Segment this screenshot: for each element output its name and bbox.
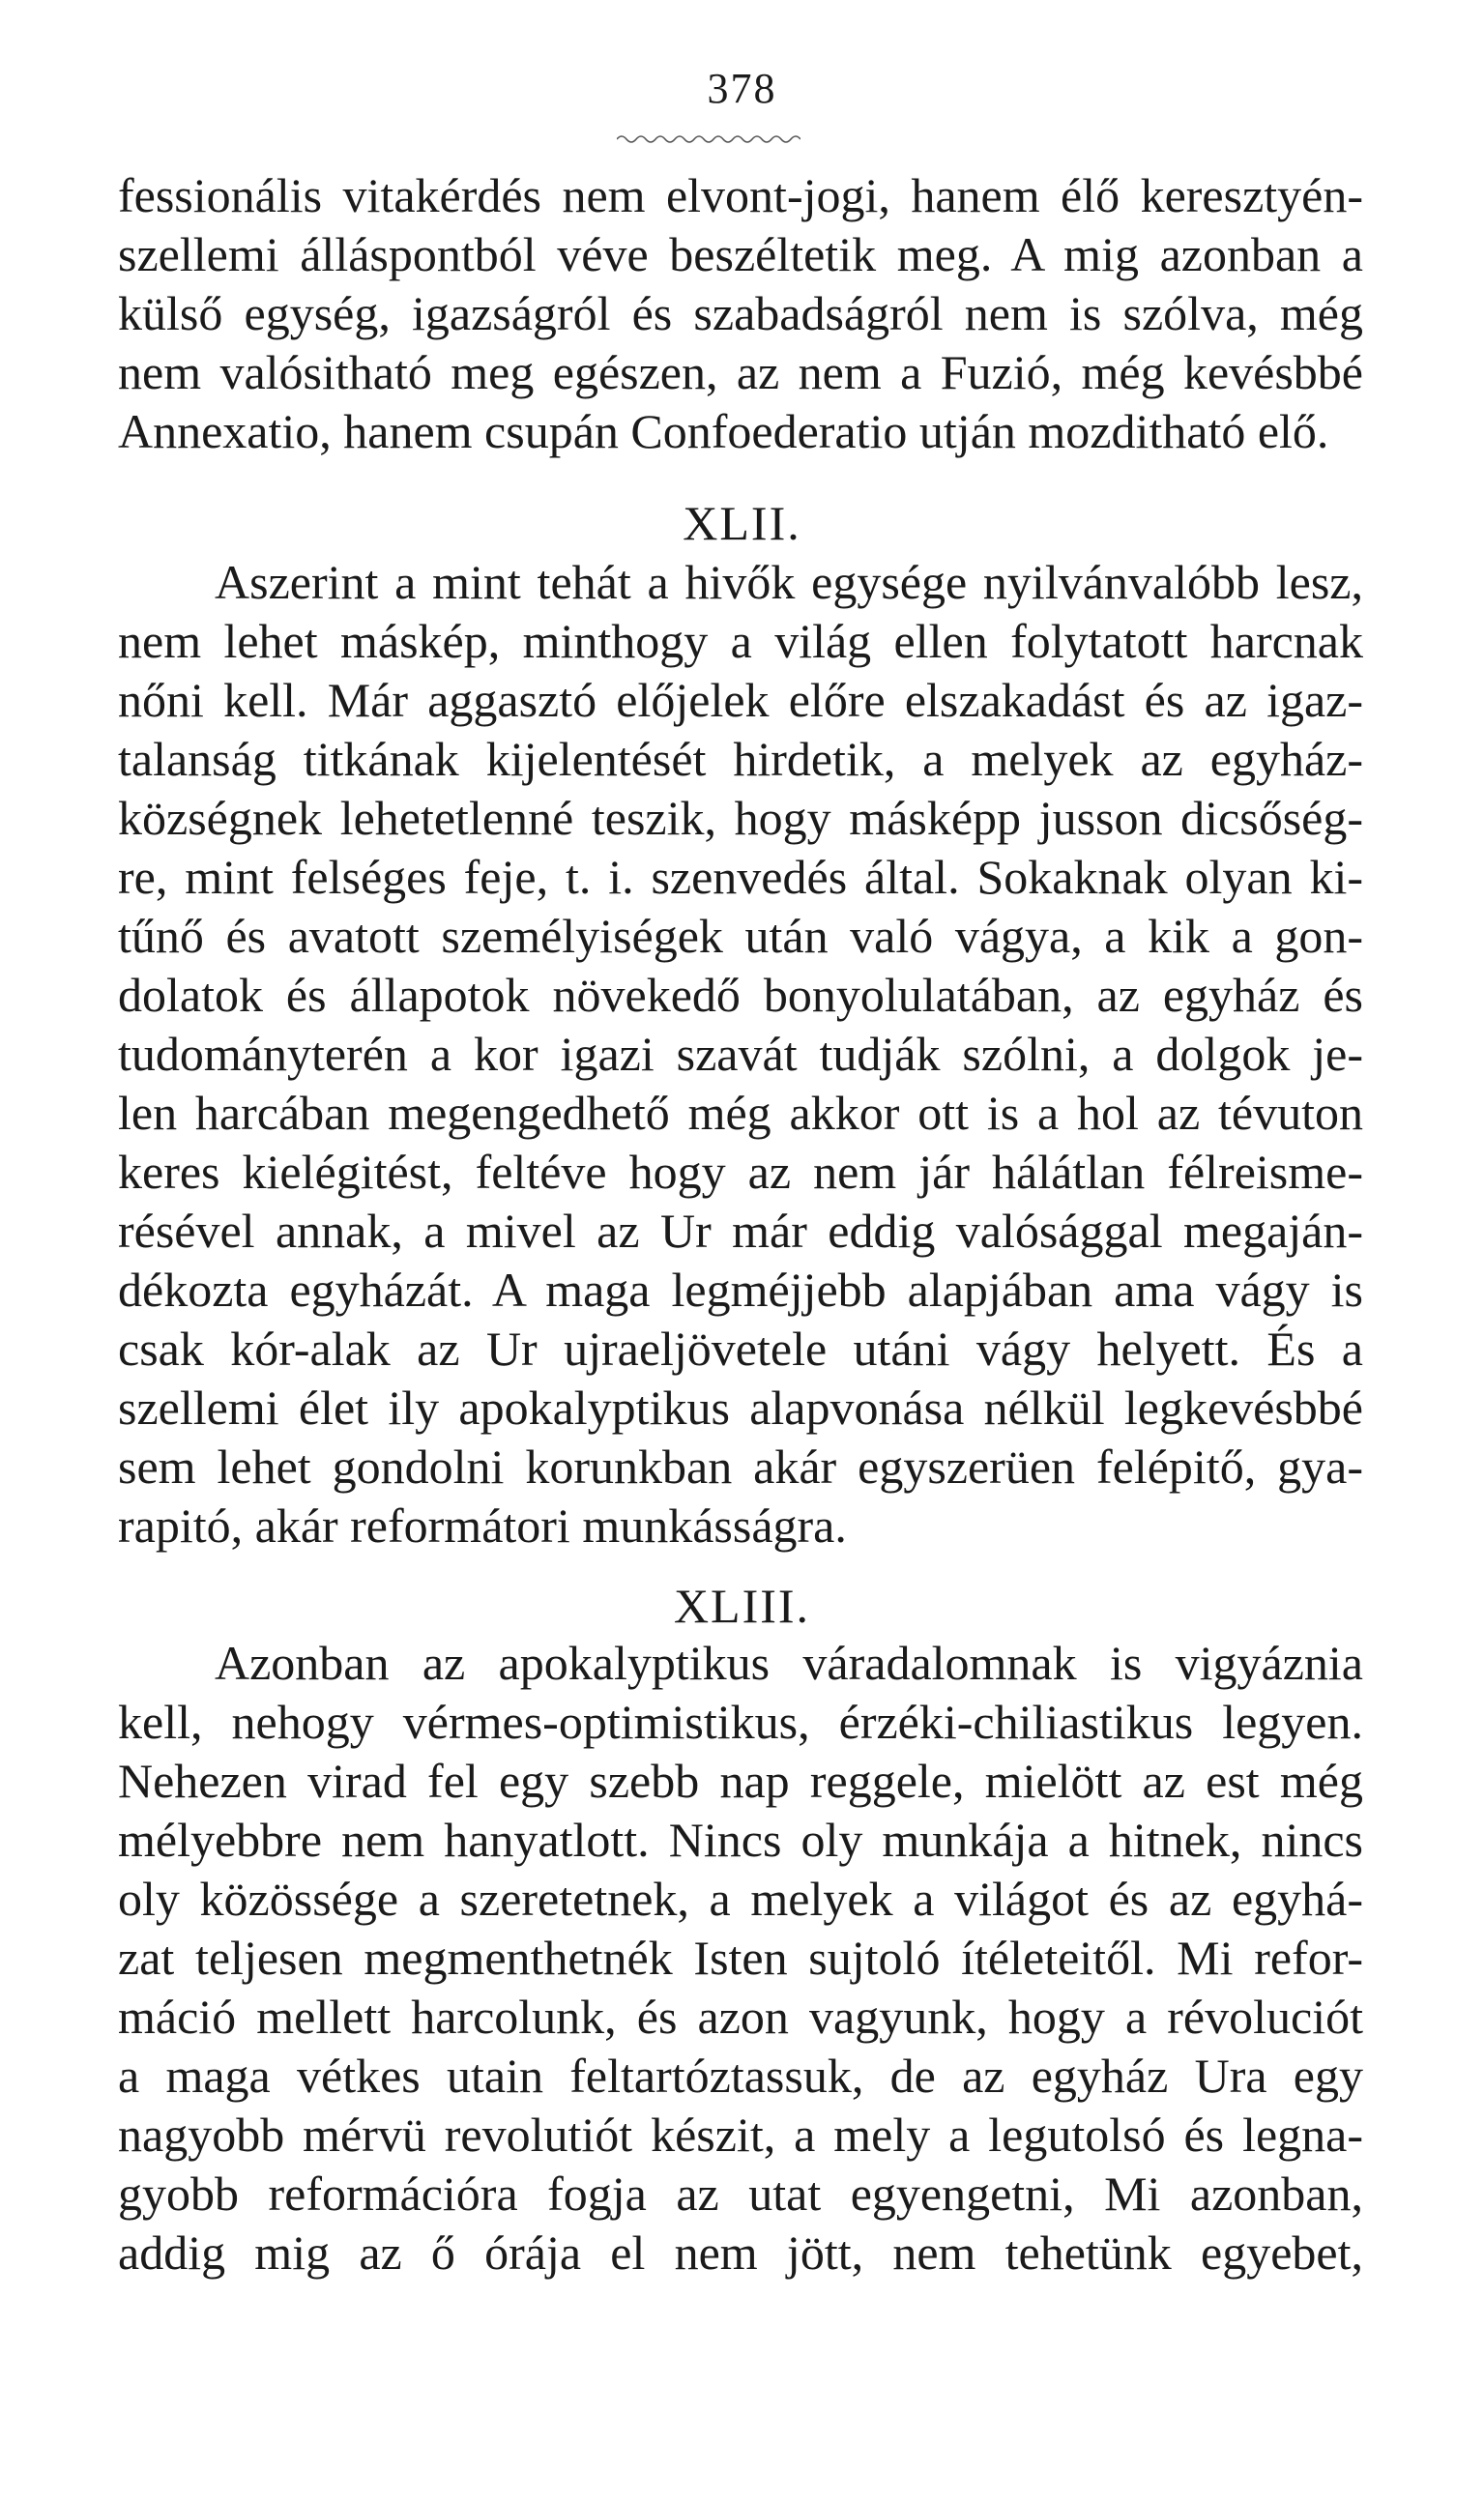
page-number: 378	[707, 65, 777, 112]
text-line: csak kór-alak az Ur ujraeljövetele utáni vágy helyett. És a	[118, 1322, 1363, 1376]
continuation-paragraph	[118, 166, 1363, 461]
text-line: kell, nehogy vérmes-optimistikus, érzéki-chiliastikus legyen.	[118, 1695, 1363, 1749]
text-line: rapitó, akár reformátori munkásságra.	[118, 1498, 847, 1553]
section-xliii-paragraph	[118, 1634, 1363, 2283]
text-line: zat teljesen megmenthetnék Isten sujtoló ítéleteitől. Mi refor-	[118, 1931, 1363, 1985]
text-line: nőni kell. Már aggasztó előjelek előre elszakadást és az igaz-	[118, 673, 1363, 727]
text-line: Nehezen virad fel egy szebb nap reggele, mielött az est még	[118, 1754, 1363, 1808]
text-line: tűnő és avatott személyiségek után való vágya, a kik a gon-	[118, 909, 1363, 963]
section-heading-xlii: XLII.	[683, 496, 801, 550]
text-line: nem valósitható meg egészen, az nem a Fuzió, még kevésbbé	[118, 345, 1363, 399]
text-line: sem lehet gondolni korunkban akár egyszerüen felépitő, gya-	[118, 1440, 1363, 1494]
text-line: Annexatio, hanem csupán Confoederatio utján mozditható elő.	[118, 404, 1329, 458]
text-line: Aszerint a mint tehát a hivők egysége nyilvánvalóbb lesz,	[215, 555, 1363, 609]
text-line: mélyebbre nem hanyatlott. Nincs oly munkája a hitnek, nincs	[118, 1813, 1363, 1867]
text-line: talanság titkának kijelentését hirdetik, a melyek az egyház-	[118, 732, 1363, 786]
text-line: nagyobb mérvü revolutiót készit, a mely a legutolsó és legna-	[118, 2108, 1363, 2162]
text-line: re, mint felséges feje, t. i. szenvedés által. Sokaknak olyan ki-	[118, 850, 1363, 904]
text-line: oly közössége a szeretetnek, a melyek a világot és az egyhá-	[118, 1872, 1363, 1926]
text-line: Azonban az apokalyptikus váradalomnak is vigyáznia	[215, 1636, 1363, 1690]
text-line: len harcában megengedhető még akkor ott is a hol az tévuton	[118, 1086, 1363, 1140]
text-line: szellemi álláspontból véve beszéltetik meg. A mig azonban a	[118, 227, 1363, 281]
text-line: máció mellett harcolunk, és azon vagyunk, hogy a révoluciót	[118, 1990, 1363, 2044]
section-xlii-paragraph	[118, 553, 1363, 1556]
text-line: nem lehet máskép, minthogy a világ ellen folytatott harcnak	[118, 614, 1363, 668]
text-line: a maga vétkes utain feltartóztassuk, de az egyház Ura egy	[118, 2049, 1363, 2103]
text-line: résével annak, a mivel az Ur már eddig valósággal megaján-	[118, 1204, 1363, 1258]
text-line: fessionális vitakérdés nem elvont-jogi, hanem élő keresztyén-	[118, 168, 1363, 222]
text-line: gyobb reformációra fogja az utat egyengetni, Mi azonban,	[118, 2167, 1363, 2221]
wavy-ornament-icon	[617, 133, 800, 145]
text-line: keres kielégitést, feltéve hogy az nem jár hálátlan félreisme-	[118, 1145, 1363, 1199]
section-heading-xliii: XLIII.	[673, 1579, 811, 1633]
text-line: külső egység, igazságról és szabadságról nem is szólva, még	[118, 286, 1363, 340]
text-line: községnek lehetetlenné teszik, hogy másképp jusson dicsőség-	[118, 791, 1363, 845]
text-line: dolatok és állapotok növekedő bonyolulatában, az egyház és	[118, 968, 1363, 1022]
text-line: addig mig az ő órája el nem jött, nem tehetünk egyebet,	[118, 2226, 1363, 2280]
text-line: tudományterén a kor igazi szavát tudják szólni, a dolgok je-	[118, 1027, 1363, 1081]
text-line: dékozta egyházát. A maga legméjjebb alapjában ama vágy is	[118, 1263, 1363, 1317]
text-line: szellemi élet ily apokalyptikus alapvonása nélkül legkevésbbé	[118, 1381, 1363, 1435]
